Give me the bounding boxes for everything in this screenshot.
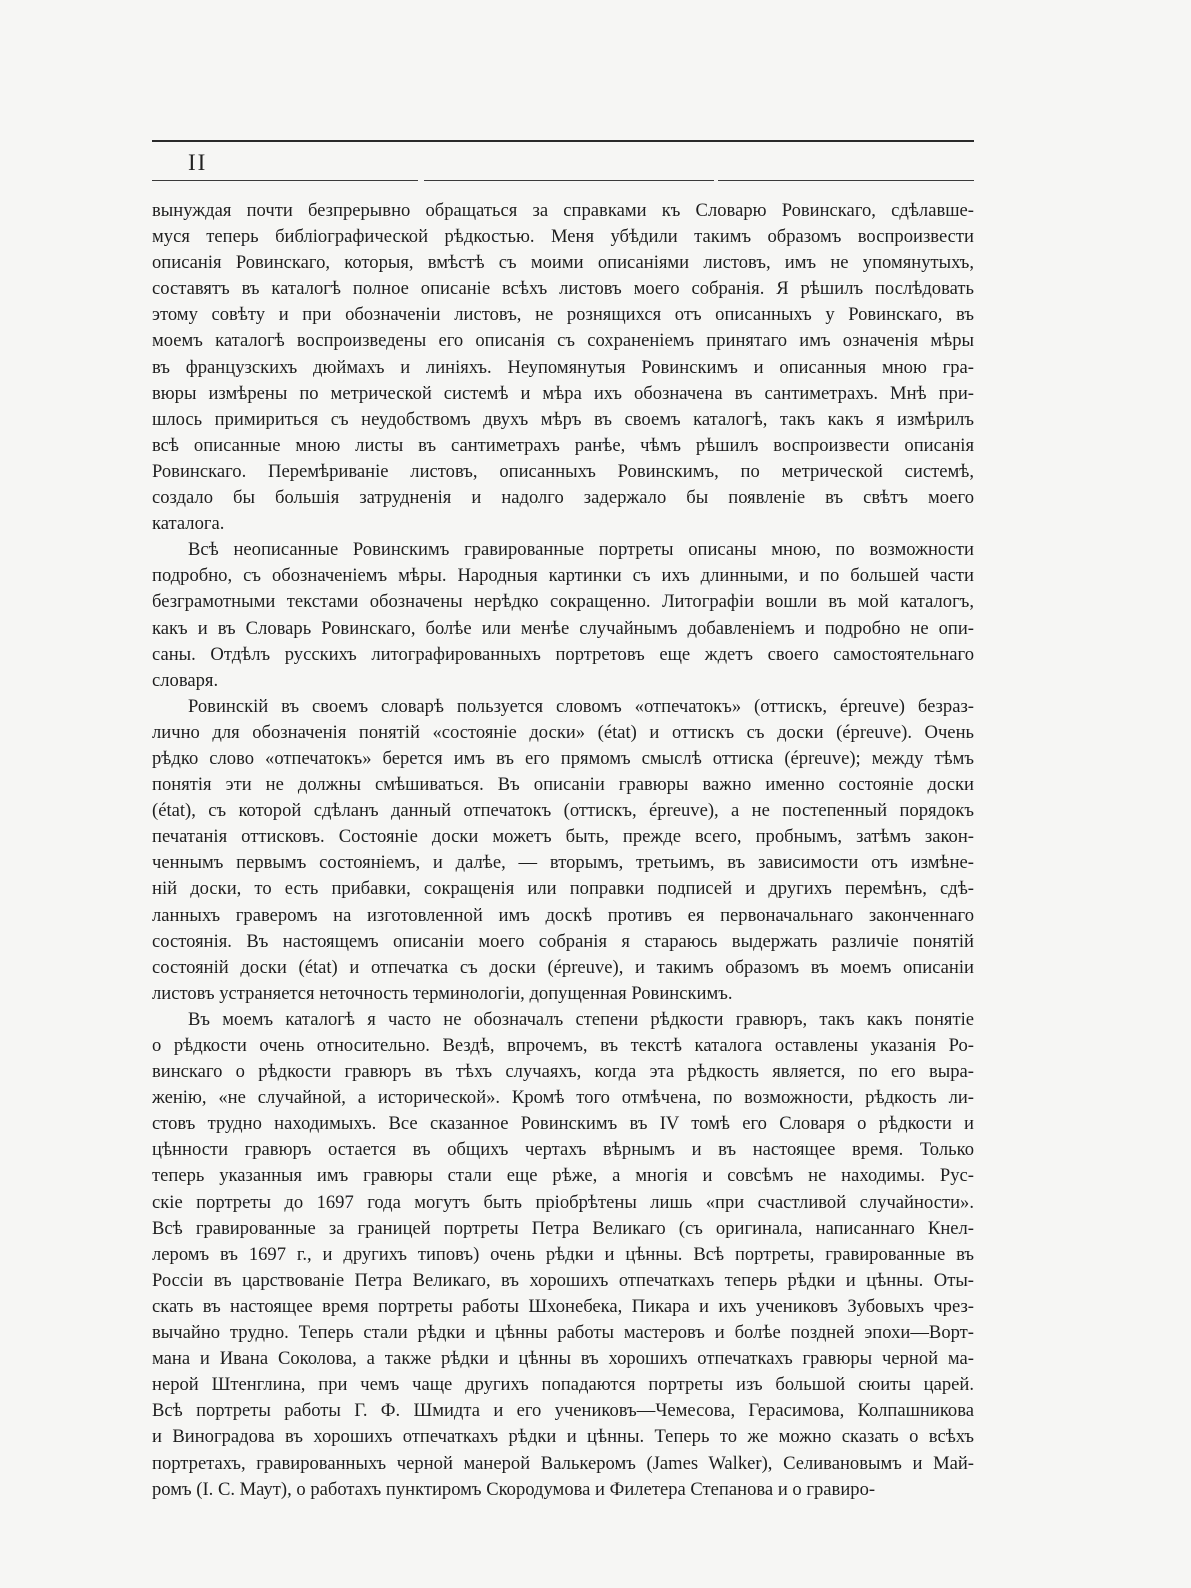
text-line: Всѣ неописанные Ровинскимъ гравированные портреты описаны мною, по возможности	[188, 539, 974, 561]
text-line: Ровинскаго. Перемѣриваніе листовъ, описанныхъ Ровинскимъ, по метрической системѣ,	[152, 460, 974, 482]
text-line: каталога.	[152, 513, 225, 535]
text-line: всѣ описанные мною листы въ сантиметрахъ ранѣе, чѣмъ рѣшилъ воспроизвести описанія	[152, 434, 974, 456]
text-line: (état), съ которой сдѣланъ данный отпечатокъ (оттискъ, épreuve), а не постепенный порядокъ	[152, 800, 974, 822]
text-line: ченнымъ первымъ состояніемъ, и далѣе, — вторымъ, третьимъ, въ зависимости отъ измѣне-	[152, 852, 974, 874]
text-line: леромъ въ 1697 г., и другихъ типовъ) очень рѣдки и цѣнны. Всѣ портреты, гравированные въ	[152, 1243, 974, 1265]
header-rule-bottom-right	[718, 180, 974, 181]
text-line: Россіи въ царствованіе Петра Великаго, въ хорошихъ отпечаткахъ теперь рѣдки и цѣнны. Оты-	[152, 1269, 974, 1291]
text-line: состоянія. Въ настоящемъ описаніи моего собранія я стараюсь выдержать различіе понятій	[152, 930, 974, 952]
paragraph	[152, 1007, 974, 1503]
text-line: мана и Ивана Соколова, а также рѣдки и цѣнны въ хорошихъ отпечаткахъ гравюры черной ма-	[152, 1348, 974, 1370]
text-line: печатанія оттисковъ. Состояніе доски можетъ быть, прежде всего, пробнымъ, затѣмъ закон-	[152, 826, 974, 848]
paragraph	[152, 198, 974, 537]
text-line: о рѣдкости очень относительно. Вездѣ, впрочемъ, въ текстѣ каталога оставлены указанія Ро-	[152, 1035, 974, 1056]
text-line: вюры измѣрены по метрической системѣ и мѣра ихъ обозначена въ сантиметрахъ. Мнѣ при-	[152, 382, 974, 404]
text-line: состояній доски (état) и отпечатка съ доски (épreuve), и такимъ образомъ въ моемъ описаніи	[152, 956, 974, 978]
text-line: листовъ устраняется неточность терминологіи, допущенная Ровинскимъ.	[152, 982, 733, 1004]
header-rule-top	[152, 140, 974, 142]
text-line: Въ моемъ каталогѣ я часто не обозначалъ степени рѣдкости гравюръ, такъ какъ понятіе	[188, 1008, 974, 1030]
text-line: безграмотными текстами обозначены нерѣдко сокращенно. Литографіи вошли въ мой каталогъ,	[152, 591, 974, 613]
text-line: нерой Штенглина, при чемъ чаще другихъ попадаются портреты изъ большой сюиты царей.	[152, 1374, 974, 1396]
text-line: лично для обозначенія понятій «состояніе доски» (état) и оттискъ съ доски (épreuve). Очень	[152, 721, 974, 743]
text-line: ній доски, то есть прибавки, сокращенія или поправки подписей и другихъ перемѣнъ, сдѣ-	[152, 878, 974, 900]
text-line: въ французскихъ дюймахъ и линіяхъ. Неупомянутыя Ровинскимъ и описанныя мною гра-	[152, 356, 974, 378]
text-line: создало бы большія затрудненія и надолго задержало бы появленіе въ свѣтъ моего	[152, 487, 974, 509]
paragraph	[152, 694, 974, 1007]
text-line: теперь указанныя имъ гравюры стали еще рѣже, а многія и совсѣмъ не находимы. Рус-	[152, 1165, 974, 1187]
text-line: этому совѣту и при обозначеніи листовъ, не рознящихся отъ описанныхъ у Ровинскаго, въ	[152, 304, 974, 326]
text-line: вынуждая почти безпрерывно обращаться за справками къ Словарю Ровинскаго, сдѣлавше-	[152, 200, 974, 221]
text-line: винскаго о рѣдкости гравюръ въ тѣхъ случаяхъ, когда эта рѣдкость является, по его выра-	[152, 1061, 974, 1083]
text-line: женію, «не случайной, а исторической». Кромѣ того отмѣчена, по возможности, рѣдкость ли-	[152, 1087, 974, 1109]
text-line: составятъ въ каталогѣ полное описаніе всѣхъ листовъ моего собранія. Я рѣшилъ послѣдовать	[152, 278, 974, 300]
text-line: цѣнности гравюръ остается въ общихъ чертахъ вѣрнымъ и въ настоящее время. Только	[152, 1139, 974, 1161]
text-line: ромъ (I. С. Маут), о работахъ пунктиромъ Скородумова и Филетера Степанова и о гравиро-	[152, 1478, 876, 1500]
text-line: Всѣ гравированные за границей портреты Петра Великаго (съ оригинала, написаннаго Кнел-	[152, 1217, 974, 1239]
text-line: и Виноградова въ хорошихъ отпечаткахъ рѣдки и цѣнны. Теперь то же можно сказать о всѣхъ	[152, 1426, 974, 1448]
text-line: понятія эти не должны смѣшиваться. Въ описаніи гравюры важно именно состояніе доски	[152, 774, 974, 796]
text-line: муся теперь библіографической рѣдкостью. Меня убѣдили такимъ образомъ воспроизвести	[152, 226, 974, 248]
text-line: описанія Ровинскаго, которыя, вмѣстѣ съ моими описаніями листовъ, имъ не упомянутыхъ,	[152, 252, 974, 274]
text-line: вычайно трудно. Теперь стали рѣдки и цѣнны работы мастеровъ и болѣе поздней эпохи—Ворт-	[152, 1322, 974, 1344]
text-line: саны. Отдѣлъ русскихъ литографированныхъ портретовъ еще ждетъ своего самостоятельнаго	[152, 643, 974, 665]
text-line: Всѣ портреты работы Г. Ф. Шмидта и его учениковъ—Чемесова, Герасимова, Колпашникова	[152, 1400, 974, 1422]
text-line: скать въ настоящее время портреты работы Шхонебека, Пикара и ихъ учениковъ Зубовыхъ чрез-	[152, 1295, 974, 1317]
text-line: Ровинскій въ своемъ словарѣ пользуется словомъ «отпечатокъ» (оттискъ, épreuve) безраз-	[188, 695, 974, 717]
text-line: рѣдко слово «отпечатокъ» берется имъ въ его прямомъ смыслѣ оттиска (épreuve); между тѣмъ	[152, 747, 974, 769]
page-number: II	[188, 150, 208, 175]
text-line: какъ и въ Словарь Ровинскаго, болѣе или менѣе случайнымъ добавленіемъ и подробно не опи-	[152, 617, 974, 639]
paragraph	[152, 537, 974, 694]
text-line: подробно, съ обозначеніемъ мѣры. Народныя картинки съ ихъ длинными, и по большей части	[152, 565, 974, 587]
text-line: стовъ трудно находимыхъ. Все сказанное Ровинскимъ въ IV томѣ его Словаря о рѣдкости и	[152, 1113, 974, 1135]
text-line: шлось примириться съ неудобствомъ двухъ мѣръ въ своемъ каталогѣ, такъ какъ я измѣрилъ	[152, 408, 974, 430]
text-line: скіе портреты до 1697 года могутъ быть пріобрѣтены лишь «при счастливой случайности».	[152, 1191, 974, 1213]
body-text	[152, 198, 974, 1503]
text-line: портретахъ, гравированныхъ черной манерой Валькеромъ (James Walker), Селивановымъ и Май-	[152, 1452, 974, 1474]
text-line: моемъ каталогѣ воспроизведены его описанія съ сохраненіемъ принятаго имъ означенія мѣры	[152, 330, 974, 352]
text-line: словаря.	[152, 669, 219, 691]
text-line: ланныхъ граверомъ на изготовленной имъ доскѣ противъ ея первоначальнаго законченнаго	[152, 904, 974, 926]
header-rule-bottom-middle	[424, 180, 714, 181]
header-rule-bottom-left	[152, 180, 418, 181]
